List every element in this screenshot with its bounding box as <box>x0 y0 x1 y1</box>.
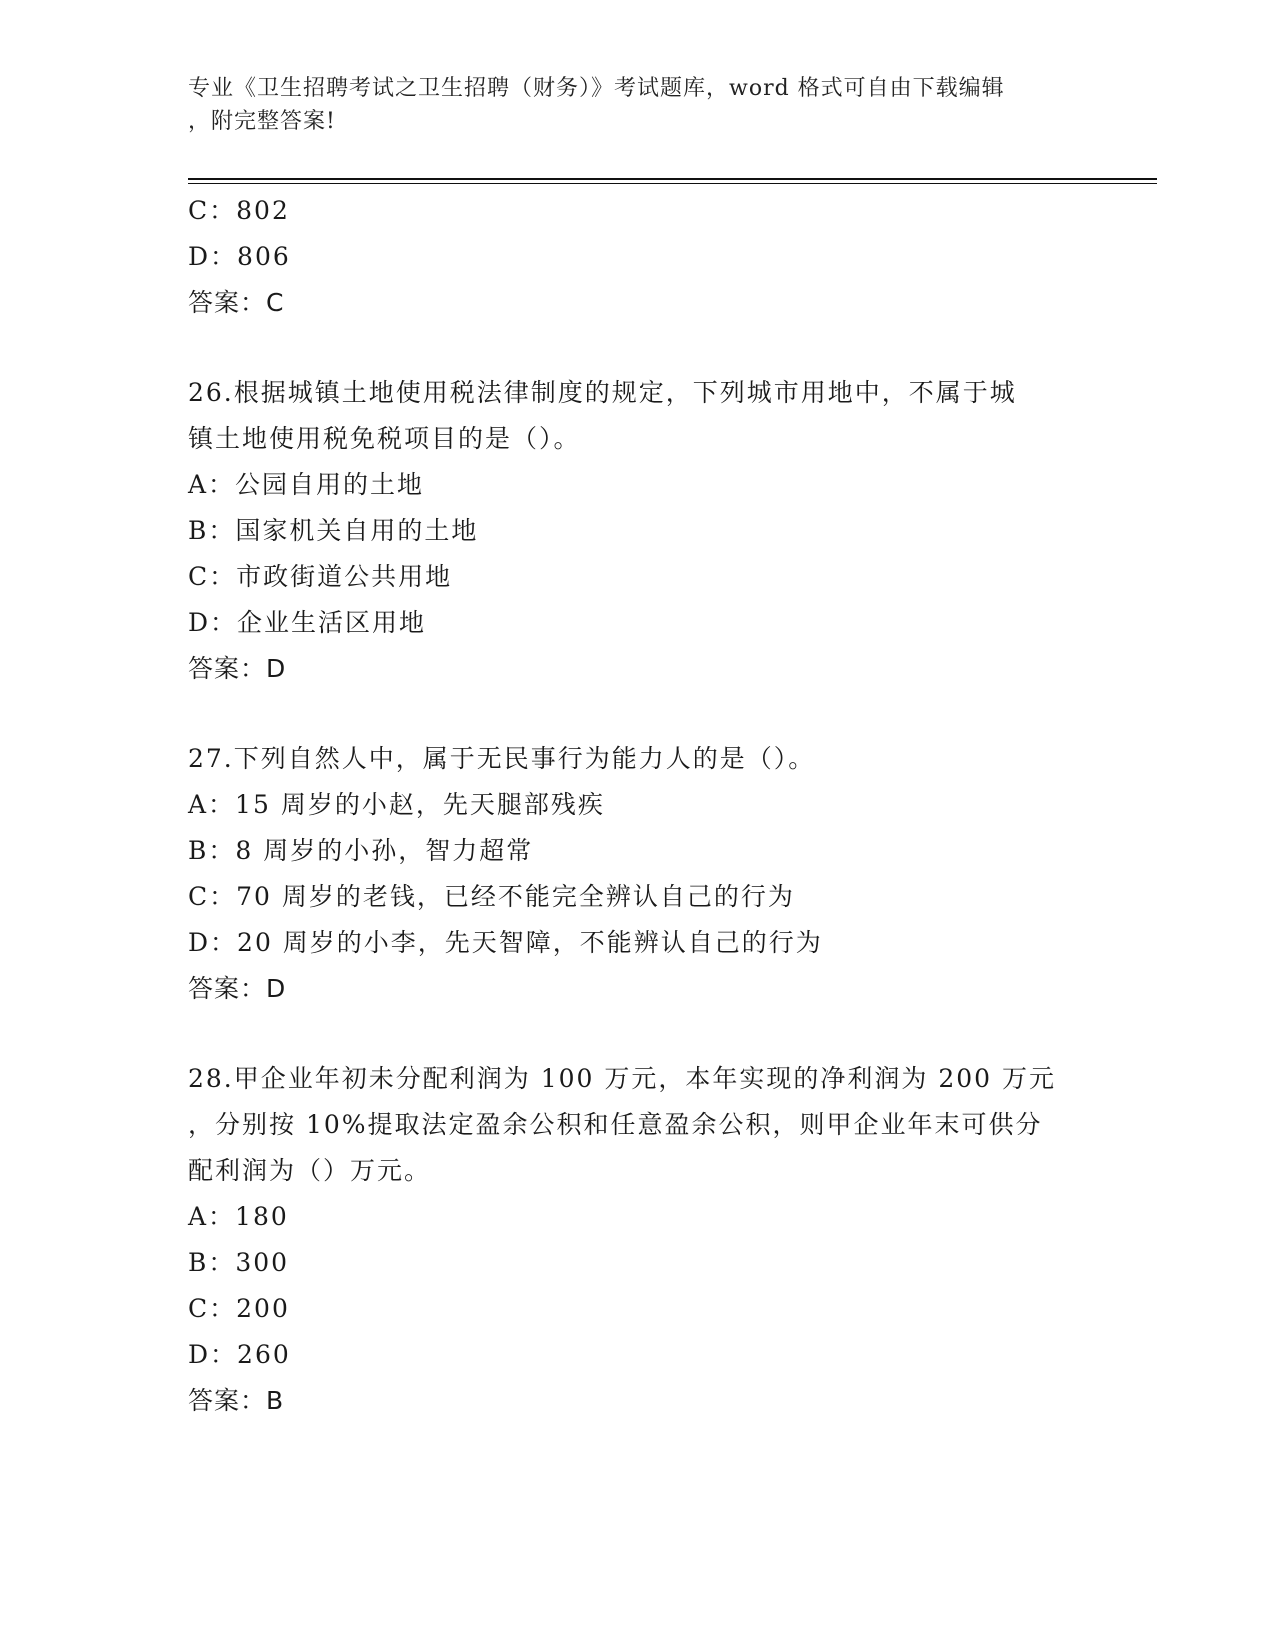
question-stem-line: 27.下列自然人中，属于无民事行为能力人的是（）。 <box>188 744 816 773</box>
option-d: D：20 周岁的小李，先天智障，不能辨认自己的行为 <box>188 928 823 957</box>
option-c: C：70 周岁的老钱，已经不能完全辨认自己的行为 <box>188 882 795 911</box>
document-header <box>188 72 1088 138</box>
question-26 <box>188 370 1088 692</box>
question-28 <box>188 1056 1088 1424</box>
option-b: B：300 <box>188 1248 290 1277</box>
header-line-2: ，附完整答案! <box>188 109 336 134</box>
question-stem-line: 26.根据城镇土地使用税法律制度的规定，下列城市用地中，不属于城 <box>188 378 1017 407</box>
option-b: B：8 周岁的小孙，智力超常 <box>188 836 534 865</box>
question-stem-line: 镇土地使用税免税项目的是（）。 <box>188 424 581 453</box>
option-b: B：国家机关自用的土地 <box>188 516 479 545</box>
question-stem-line: 配利润为（）万元。 <box>188 1156 432 1185</box>
header-line-1: 专业《卫生招聘考试之卫生招聘（财务）》考试题库，word 格式可自由下载编辑 <box>188 76 1005 101</box>
question-stem-line: ，分别按 10%提取法定盈余公积和任意盈余公积，则甲企业年末可供分 <box>188 1110 1043 1139</box>
option-c: C：802 <box>188 196 290 225</box>
question-stem-line: 28.甲企业年初未分配利润为 100 万元，本年实现的净利润为 200 万元 <box>188 1064 1056 1093</box>
question-27 <box>188 736 1088 1012</box>
answer-line: 答案：C <box>188 288 285 317</box>
option-d: D：260 <box>188 1340 291 1369</box>
answer-line: 答案：D <box>188 654 287 683</box>
option-c: C：200 <box>188 1294 290 1323</box>
option-a: A：15 周岁的小赵，先天腿部残疾 <box>188 790 605 819</box>
option-a: A：公园自用的土地 <box>188 470 425 499</box>
answer-line: 答案：B <box>188 1386 285 1415</box>
option-a: A：180 <box>188 1202 289 1231</box>
header-rule-thick <box>188 178 1157 180</box>
option-c: C：市政街道公共用地 <box>188 562 453 591</box>
prev-question-tail <box>188 188 1088 326</box>
option-d: D：806 <box>188 242 291 271</box>
option-d: D：企业生活区用地 <box>188 608 427 637</box>
answer-line: 答案：D <box>188 974 287 1003</box>
document-body <box>188 188 1088 1424</box>
header-rule-thin <box>188 183 1157 184</box>
